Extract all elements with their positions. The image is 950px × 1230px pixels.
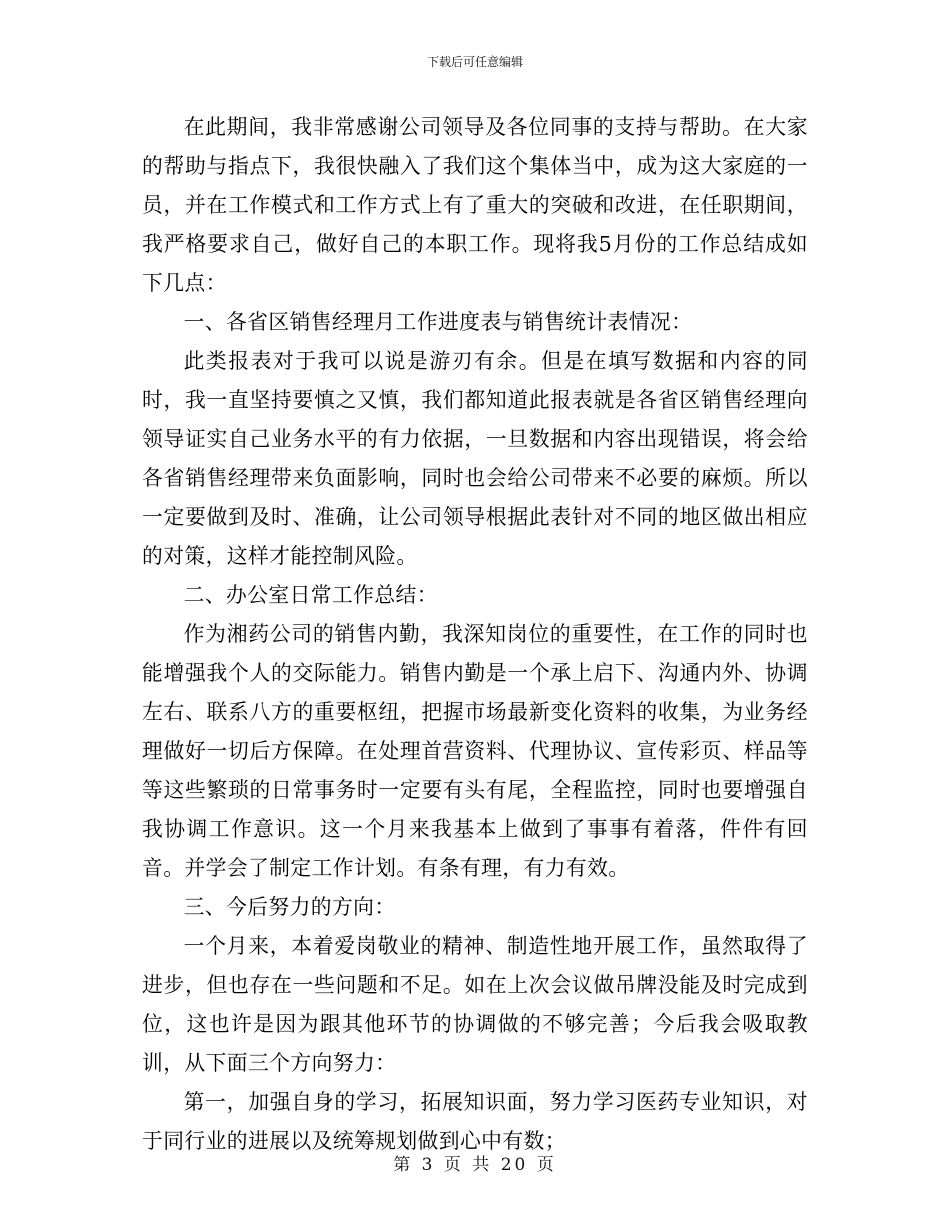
page-header: 下载后可任意编辑 <box>426 55 523 69</box>
page-footer: 第 3 页 共 20 页 <box>393 1155 557 1175</box>
section-heading-2: 二、办公室日常工作总结： <box>183 583 438 607</box>
paragraph-first-point: 第一，加强自身的学习，拓展知识面，努力学习医药专业知识，对于同行业的进展以及统筹规划做到心中有数； <box>142 1090 808 1153</box>
paragraph-office-work: 作为湘药公司的销售内勤，我深知岗位的重要性，在工作的同时也能增强我个人的交际能力。销售内勤是一个承上启下、沟通内外、协调左右、联系八方的重要枢纽，把握市场最新变化资料的收集，为业务经理做好一切后方保障。在处理首营资料、代理协议、宣传彩页、样品等等这些繁琐的日常事务时一定要有头有尾，全程监控，同时也要增强自我协调工作意识。这一个月来我基本上做到了事事有着落，件件有回音。并学会了制定工作计划。有条有理，有力有效。 <box>142 622 808 880</box>
document-body <box>142 108 808 1161</box>
paragraph-intro: 在此期间，我非常感谢公司领导及各位同事的支持与帮助。在大家的帮助与指点下，我很快融入了我们这个集体当中，成为这大家庭的一员，并在工作模式和工作方式上有了重大的突破和改进，在任职期间，我严格要求自己，做好自己的本职工作。现将我5月份的工作总结成如下几点： <box>142 115 808 295</box>
section-heading-1: 一、各省区销售经理月工作进度表与销售统计表情况： <box>183 310 693 334</box>
paragraph-direction: 一个月来，本着爱岗敬业的精神、制造性地开展工作，虽然取得了进步，但也存在一些问题和不足。如在上次会议做吊牌没能及时完成到位，这也许是因为跟其他环节的协调做的不够完善；今后我会吸取教训，从下面三个方向努力： <box>142 934 808 1075</box>
paragraph-reports: 此类报表对于我可以说是游刃有余。但是在填写数据和内容的同时，我一直坚持要慎之又慎，我们都知道此报表就是各省区销售经理向领导证实自己业务水平的有力依据，一旦数据和内容出现错误，将会给各省销售经理带来负面影响，同时也会给公司带来不必要的麻烦。所以一定要做到及时、准确，让公司领导根据此表针对不同的地区做出相应的对策，这样才能控制风险。 <box>142 349 808 568</box>
section-heading-3: 三、今后努力的方向： <box>183 895 396 919</box>
